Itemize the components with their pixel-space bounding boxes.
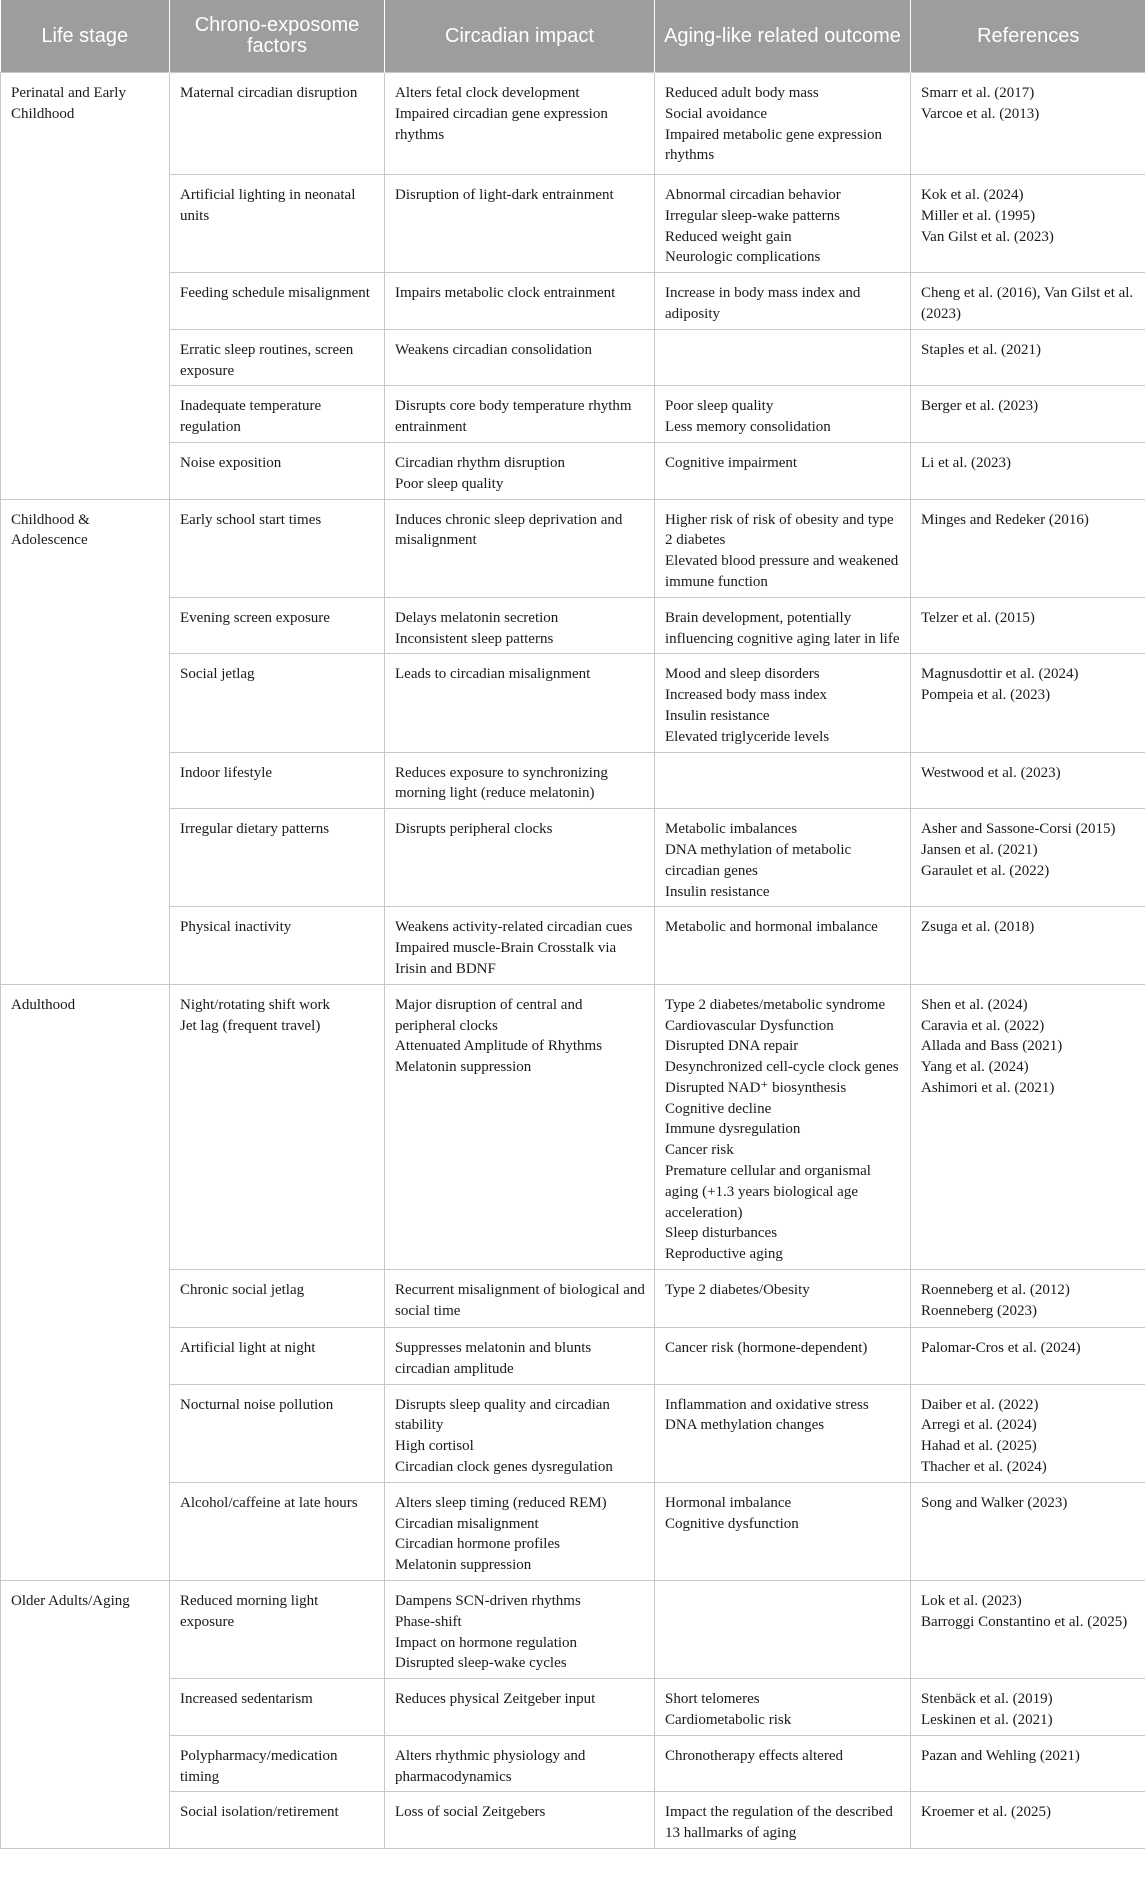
table-body xyxy=(1,73,1145,1849)
cell-life-stage xyxy=(1,907,170,984)
cell-references: Lok et al. (2023) Barroggi Constantino et al. (2025) xyxy=(911,1581,1145,1679)
cell-references: Zsuga et al. (2018) xyxy=(911,907,1145,984)
cell-life-stage xyxy=(1,1270,170,1328)
table-row xyxy=(1,907,1145,984)
cell-impact: Disrupts peripheral clocks xyxy=(385,809,655,907)
cell-outcome: Mood and sleep disorders Increased body mass index Insulin resistance Elevated triglyceride levels xyxy=(655,654,911,752)
cell-references: Smarr et al. (2017) Varcoe et al. (2013) xyxy=(911,73,1145,175)
cell-impact: Reduces exposure to synchronizing morning light (reduce melatonin) xyxy=(385,752,655,809)
cell-outcome: Abnormal circadian behavior Irregular sleep-wake patterns Reduced weight gain Neurologic complications xyxy=(655,175,911,273)
cell-factor: Indoor lifestyle xyxy=(170,752,385,809)
table-row xyxy=(1,1679,1145,1736)
table-row xyxy=(1,386,1145,443)
cell-life-stage: Adulthood xyxy=(1,984,170,1269)
cell-life-stage xyxy=(1,597,170,654)
cell-outcome xyxy=(655,1581,911,1679)
cell-impact: Impairs metabolic clock entrainment xyxy=(385,273,655,330)
cell-impact: Circadian rhythm disruption Poor sleep quality xyxy=(385,442,655,499)
cell-life-stage xyxy=(1,386,170,443)
cell-references: Cheng et al. (2016), Van Gilst et al. (2023) xyxy=(911,273,1145,330)
header-references: References xyxy=(911,0,1145,73)
cell-references: Staples et al. (2021) xyxy=(911,329,1145,386)
cell-factor: Reduced morning light exposure xyxy=(170,1581,385,1679)
table-row xyxy=(1,752,1145,809)
cell-references: Li et al. (2023) xyxy=(911,442,1145,499)
cell-factor: Alcohol/caffeine at late hours xyxy=(170,1482,385,1580)
table-row xyxy=(1,73,1145,175)
cell-impact: Alters sleep timing (reduced REM) Circadian misalignment Circadian hormone profiles Melatonin suppression xyxy=(385,1482,655,1580)
cell-factor: Increased sedentarism xyxy=(170,1679,385,1736)
cell-factor: Polypharmacy/medication timing xyxy=(170,1735,385,1792)
cell-factor: Evening screen exposure xyxy=(170,597,385,654)
table-row xyxy=(1,175,1145,273)
cell-factor: Inadequate temperature regulation xyxy=(170,386,385,443)
cell-life-stage xyxy=(1,1735,170,1792)
cell-factor: Night/rotating shift work Jet lag (frequent travel) xyxy=(170,984,385,1269)
cell-factor: Physical inactivity xyxy=(170,907,385,984)
cell-life-stage xyxy=(1,809,170,907)
cell-factor: Artificial light at night xyxy=(170,1328,385,1385)
cell-references: Berger et al. (2023) xyxy=(911,386,1145,443)
cell-factor: Early school start times xyxy=(170,499,385,597)
cell-impact: Alters fetal clock development Impaired circadian gene expression rhythms xyxy=(385,73,655,175)
cell-factor: Artificial lighting in neonatal units xyxy=(170,175,385,273)
table-row xyxy=(1,984,1145,1269)
cell-life-stage xyxy=(1,752,170,809)
table-row xyxy=(1,809,1145,907)
cell-impact: Suppresses melatonin and blunts circadian amplitude xyxy=(385,1328,655,1385)
table-row xyxy=(1,1384,1145,1482)
header-aging-outcome: Aging-like related outcome xyxy=(655,0,911,73)
cell-outcome: Increase in body mass index and adiposity xyxy=(655,273,911,330)
cell-references: Stenbäck et al. (2019) Leskinen et al. (2021) xyxy=(911,1679,1145,1736)
cell-factor: Feeding schedule misalignment xyxy=(170,273,385,330)
header-life-stage: Life stage xyxy=(1,0,170,73)
header-chrono-exposome-factors: Chrono-exposome factors xyxy=(170,0,385,73)
table-row xyxy=(1,1792,1145,1849)
cell-factor: Chronic social jetlag xyxy=(170,1270,385,1328)
cell-references: Asher and Sassone-Corsi (2015) Jansen et al. (2021) Garaulet et al. (2022) xyxy=(911,809,1145,907)
cell-impact: Recurrent misalignment of biological and social time xyxy=(385,1270,655,1328)
cell-outcome: Metabolic imbalances DNA methylation of metabolic circadian genes Insulin resistance xyxy=(655,809,911,907)
cell-impact: Leads to circadian misalignment xyxy=(385,654,655,752)
cell-life-stage xyxy=(1,1792,170,1849)
cell-factor: Maternal circadian disruption xyxy=(170,73,385,175)
cell-impact: Reduces physical Zeitgeber input xyxy=(385,1679,655,1736)
table-row xyxy=(1,597,1145,654)
table-row xyxy=(1,1328,1145,1385)
cell-impact: Delays melatonin secretion Inconsistent sleep patterns xyxy=(385,597,655,654)
table-row xyxy=(1,1482,1145,1580)
cell-impact: Weakens circadian consolidation xyxy=(385,329,655,386)
cell-references: Song and Walker (2023) xyxy=(911,1482,1145,1580)
cell-factor: Irregular dietary patterns xyxy=(170,809,385,907)
cell-outcome: Poor sleep quality Less memory consolidation xyxy=(655,386,911,443)
cell-references: Kok et al. (2024) Miller et al. (1995) Van Gilst et al. (2023) xyxy=(911,175,1145,273)
table-row xyxy=(1,1735,1145,1792)
table-row xyxy=(1,442,1145,499)
cell-references: Telzer et al. (2015) xyxy=(911,597,1145,654)
cell-life-stage xyxy=(1,1482,170,1580)
cell-factor: Erratic sleep routines, screen exposure xyxy=(170,329,385,386)
cell-impact: Disrupts core body temperature rhythm entrainment xyxy=(385,386,655,443)
cell-impact: Disrupts sleep quality and circadian stability High cortisol Circadian clock genes dysregulation xyxy=(385,1384,655,1482)
table-row xyxy=(1,654,1145,752)
cell-life-stage xyxy=(1,654,170,752)
cell-life-stage xyxy=(1,442,170,499)
table-row xyxy=(1,273,1145,330)
cell-outcome: Impact the regulation of the described 13 hallmarks of aging xyxy=(655,1792,911,1849)
cell-life-stage xyxy=(1,1384,170,1482)
table-row xyxy=(1,499,1145,597)
cell-references: Roenneberg et al. (2012) Roenneberg (2023) xyxy=(911,1270,1145,1328)
cell-references: Kroemer et al. (2025) xyxy=(911,1792,1145,1849)
cell-outcome xyxy=(655,329,911,386)
cell-outcome: Inflammation and oxidative stress DNA methylation changes xyxy=(655,1384,911,1482)
cell-life-stage xyxy=(1,175,170,273)
cell-factor: Noise exposition xyxy=(170,442,385,499)
cell-outcome: Type 2 diabetes/metabolic syndrome Cardiovascular Dysfunction Disrupted DNA repair Desynchronized cell-cycle clock genes Disrupted NAD⁺ biosynthesis Cognitive decline Immune dysregulation Cancer risk Premature cellular and organismal aging (+1.3 years biological age acceleration) Sleep disturbances Reproductive aging xyxy=(655,984,911,1269)
cell-outcome: Reduced adult body mass Social avoidance Impaired metabolic gene expression rhythms xyxy=(655,73,911,175)
cell-impact: Disruption of light-dark entrainment xyxy=(385,175,655,273)
cell-impact: Alters rhythmic physiology and pharmacodynamics xyxy=(385,1735,655,1792)
cell-impact: Major disruption of central and peripheral clocks Attenuated Amplitude of Rhythms Melatonin suppression xyxy=(385,984,655,1269)
cell-references: Daiber et al. (2022) Arregi et al. (2024) Hahad et al. (2025) Thacher et al. (2024) xyxy=(911,1384,1145,1482)
header-circadian-impact: Circadian impact xyxy=(385,0,655,73)
cell-impact: Weakens activity-related circadian cues Impaired muscle-Brain Crosstalk via Irisin and BDNF xyxy=(385,907,655,984)
cell-outcome: Short telomeres Cardiometabolic risk xyxy=(655,1679,911,1736)
cell-references: Pazan and Wehling (2021) xyxy=(911,1735,1145,1792)
cell-outcome: Hormonal imbalance Cognitive dysfunction xyxy=(655,1482,911,1580)
cell-life-stage: Perinatal and Early Childhood xyxy=(1,73,170,175)
cell-factor: Social isolation/retirement xyxy=(170,1792,385,1849)
cell-references: Westwood et al. (2023) xyxy=(911,752,1145,809)
cell-references: Palomar-Cros et al. (2024) xyxy=(911,1328,1145,1385)
cell-factor: Social jetlag xyxy=(170,654,385,752)
cell-references: Magnusdottir et al. (2024) Pompeia et al. (2023) xyxy=(911,654,1145,752)
cell-outcome xyxy=(655,752,911,809)
cell-life-stage xyxy=(1,1679,170,1736)
cell-life-stage xyxy=(1,273,170,330)
cell-life-stage: Childhood & Adolescence xyxy=(1,499,170,597)
cell-outcome: Cancer risk (hormone-dependent) xyxy=(655,1328,911,1385)
table-row xyxy=(1,1581,1145,1679)
cell-outcome: Chronotherapy effects altered xyxy=(655,1735,911,1792)
cell-life-stage xyxy=(1,1328,170,1385)
cell-outcome: Brain development, potentially influencing cognitive aging later in life xyxy=(655,597,911,654)
cell-impact: Dampens SCN-driven rhythms Phase-shift Impact on hormone regulation Disrupted sleep-wake cycles xyxy=(385,1581,655,1679)
cell-impact: Loss of social Zeitgebers xyxy=(385,1792,655,1849)
cell-life-stage: Older Adults/Aging xyxy=(1,1581,170,1679)
cell-impact: Induces chronic sleep deprivation and misalignment xyxy=(385,499,655,597)
cell-life-stage xyxy=(1,329,170,386)
table-row xyxy=(1,1270,1145,1328)
cell-factor: Nocturnal noise pollution xyxy=(170,1384,385,1482)
cell-outcome: Higher risk of risk of obesity and type 2 diabetes Elevated blood pressure and weakened immune function xyxy=(655,499,911,597)
cell-references: Minges and Redeker (2016) xyxy=(911,499,1145,597)
cell-references: Shen et al. (2024) Caravia et al. (2022) Allada and Bass (2021) Yang et al. (2024) Ashimori et al. (2021) xyxy=(911,984,1145,1269)
header-row xyxy=(1,0,1145,73)
table-row xyxy=(1,329,1145,386)
cell-outcome: Cognitive impairment xyxy=(655,442,911,499)
cell-outcome: Type 2 diabetes/Obesity xyxy=(655,1270,911,1328)
cell-outcome: Metabolic and hormonal imbalance xyxy=(655,907,911,984)
